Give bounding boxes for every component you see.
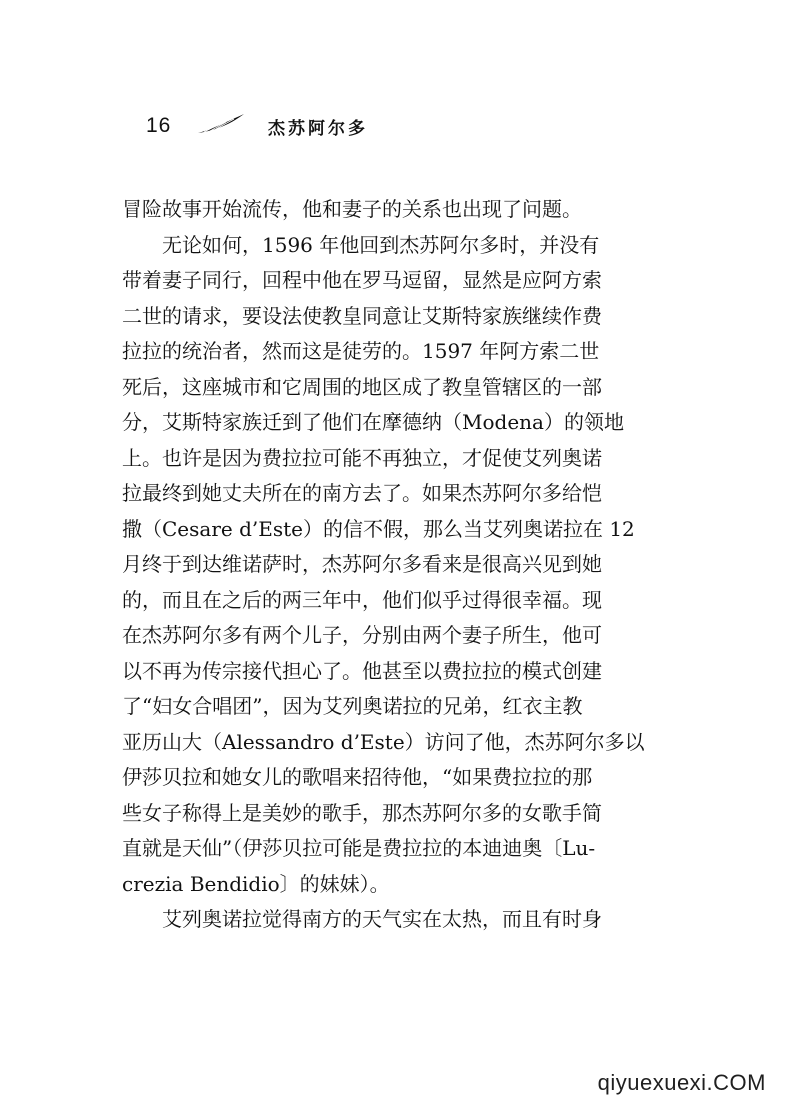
- text-line: 死后，这座城市和它周围的地区成了教皇管辖区的一部: [122, 374, 602, 399]
- text-line: crezia Bendidio〕的妹妹）。: [122, 871, 390, 896]
- feather-icon: [196, 111, 246, 137]
- text-line: 撒（Cesare d’Este）的信不假，那么当艾列奥诺拉在 12: [122, 516, 635, 541]
- text-line: 拉最终到她丈夫所在的南方去了。如果杰苏阿尔多给恺: [122, 481, 602, 505]
- text-line: 带着妻子同行，回程中他在罗马逗留，显然是应阿方索: [122, 268, 602, 292]
- text-line: 直就是天仙”（伊莎贝拉可能是费拉拉的本迪迪奥〔Lu-: [122, 836, 596, 860]
- text-line: 月终于到达维诺萨时，杰苏阿尔多看来是很高兴见到她: [122, 552, 602, 576]
- text-line: 二世的请求，要设法使教皇同意让艾斯特家族继续作费: [122, 303, 602, 328]
- text-line: 以不再为传宗接代担心了。他甚至以费拉拉的模式创建: [122, 658, 602, 683]
- text-line: 拉拉的统治者，然而这是徒劳的。1597 年阿方索二世: [122, 339, 600, 363]
- text-line: 亚历山大（Alessandro d’Este）访问了他，杰苏阿尔多以: [122, 729, 645, 754]
- text-line: 分，艾斯特家族迁到了他们在摩德纳（Modena）的领地: [122, 410, 624, 434]
- text-line: 艾列奥诺拉觉得南方的天气实在太热，而且有时身: [162, 907, 602, 931]
- text-line: 在杰苏阿尔多有两个儿子，分别由两个妻子所生，他可: [122, 623, 602, 647]
- text-line: 伊莎贝拉和她女儿的歌唱来招待他，“如果费拉拉的那: [122, 765, 593, 789]
- text-line: 的，而且在之后的两三年中，他们似乎过得很幸福。现: [122, 587, 602, 612]
- running-title: 杰苏阿尔多: [268, 119, 368, 139]
- watermark: qiyuexuexi.COM: [597, 1070, 766, 1095]
- text-line: 了“妇女合唱团”，因为艾列奥诺拉的兄弟，红衣主教: [122, 694, 583, 718]
- body-text: [122, 192, 682, 938]
- text-line: 无论如何，1596 年他回到杰苏阿尔多时，并没有: [162, 232, 600, 257]
- text-line: 上。也许是因为费拉拉可能不再独立，才促使艾列奥诺: [122, 445, 602, 470]
- page-number: 16: [146, 114, 172, 137]
- text-line: 些女子称得上是美妙的歌手，那杰苏阿尔多的女歌手简: [122, 800, 602, 825]
- text-line: 冒险故事开始流传，他和妻子的关系也出现了问题。: [122, 197, 582, 221]
